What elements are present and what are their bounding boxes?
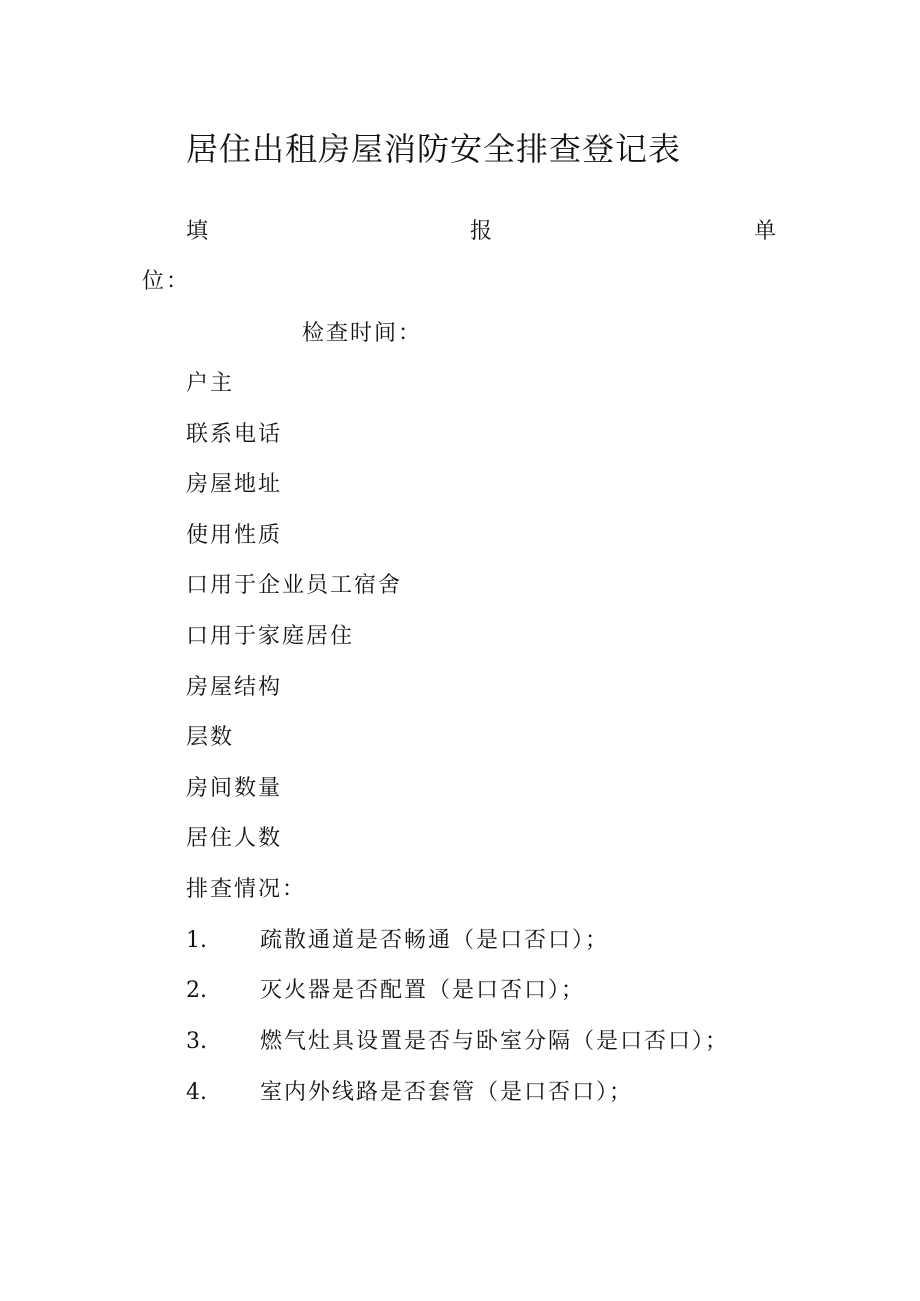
rooms-field: 房间数量 [186, 776, 283, 801]
item-text: 燃气灶具设置是否与卧室分隔（是口否口）； [260, 1029, 730, 1054]
structure-field: 房屋结构 [186, 675, 283, 700]
address-field: 房屋地址 [186, 472, 283, 497]
floors-field: 层数 [186, 725, 235, 750]
inspection-item [186, 973, 585, 1004]
item-text: 疏散通道是否畅通（是口否口）； [260, 928, 610, 953]
page-title: 居住出租房屋消防安全排查登记表 [186, 130, 682, 168]
inspection-item [186, 1075, 633, 1106]
usage-option-dorm: 口用于企业员工宿舍 [186, 573, 403, 598]
item-text: 室内外线路是否套管（是口否口）； [260, 1080, 634, 1105]
usage-field: 使用性质 [186, 523, 283, 548]
item-number: 3. [186, 1029, 207, 1054]
item-number: 4. [186, 1080, 207, 1105]
item-number: 2. [186, 978, 207, 1003]
unit-label-char-2: 报 [469, 219, 492, 244]
residents-field: 居住人数 [186, 826, 283, 851]
owner-field: 户主 [186, 371, 235, 396]
unit-label-char-3: 单 [753, 219, 776, 244]
unit-label-char-1: 填 [186, 219, 209, 244]
item-text: 灭火器是否配置（是口否口）； [260, 978, 586, 1003]
usage-option-family: 口用于家庭居住 [186, 624, 355, 649]
item-number: 1. [186, 928, 207, 953]
inspection-item [186, 1024, 729, 1055]
check-time-label: 检查时间： [302, 321, 423, 346]
inspection-heading: 排查情况： [186, 877, 307, 902]
phone-field: 联系电话 [186, 422, 283, 447]
unit-label-row [186, 214, 776, 245]
unit-label-tail: 位： [142, 269, 191, 294]
inspection-item [186, 923, 609, 954]
